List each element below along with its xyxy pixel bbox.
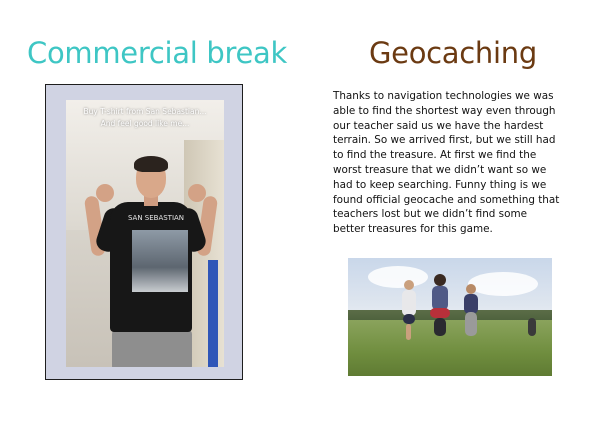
tshirt-photo [66,100,224,367]
person-left-hand [96,184,114,202]
shirt-print-image [132,230,188,292]
paragraph-line: found official geocache and something that [333,193,560,206]
paragraph-line: teachers lost but we didn’t find some [333,208,527,221]
commercial-break-heading: Commercial break [27,36,287,70]
paragraph-line: terrain. So we arrived first, but we still had [333,134,556,147]
paragraph-line: had to keep searching. Funny thing is we [333,178,547,191]
paragraph-line: worst treasure that we didn’t want so we [333,163,547,176]
photo-caption-line-2: And feel good like me... [100,119,190,128]
background-person [528,318,536,336]
shirt-print-text: SAN SEBASTIAN [127,214,185,222]
jumping-girls-photo [348,258,552,376]
girl-2-head [434,274,446,286]
girl-1-shorts [403,314,415,324]
geocaching-paragraph [333,89,583,237]
girl-3-legs [465,312,477,336]
girl-2-skirt [430,308,450,318]
person-hair [134,156,168,172]
paragraph-line: better treasures for this game. [333,223,493,236]
photo-caption [66,106,224,130]
paragraph-line: to find the treasure. At first we find the [333,149,537,162]
person-shorts [112,330,192,367]
photo-meadow [348,320,552,376]
paragraph-line: Thanks to navigation technologies we was [333,90,554,102]
tshirt-photo-frame [45,84,243,380]
photo-caption-line-1: Buy T-shirt from San Sebastian... [83,107,207,116]
paragraph-line: able to find the shortest way even through [333,104,556,117]
photo-cloud [368,266,428,288]
girl-3-top [464,294,478,314]
person-right-hand [188,184,206,202]
photo-cloud [468,272,538,296]
paragraph-line: our teacher said us we have the hardest [333,119,544,132]
girl-3-head [466,284,476,294]
girl-2-top [432,286,448,310]
girl-1-head [404,280,414,290]
photo-blue-object [208,260,218,367]
geocaching-heading: Geocaching [369,36,537,70]
girl-2-legs [434,318,446,336]
girl-1-top [402,290,416,316]
girl-1-legs [406,324,411,340]
